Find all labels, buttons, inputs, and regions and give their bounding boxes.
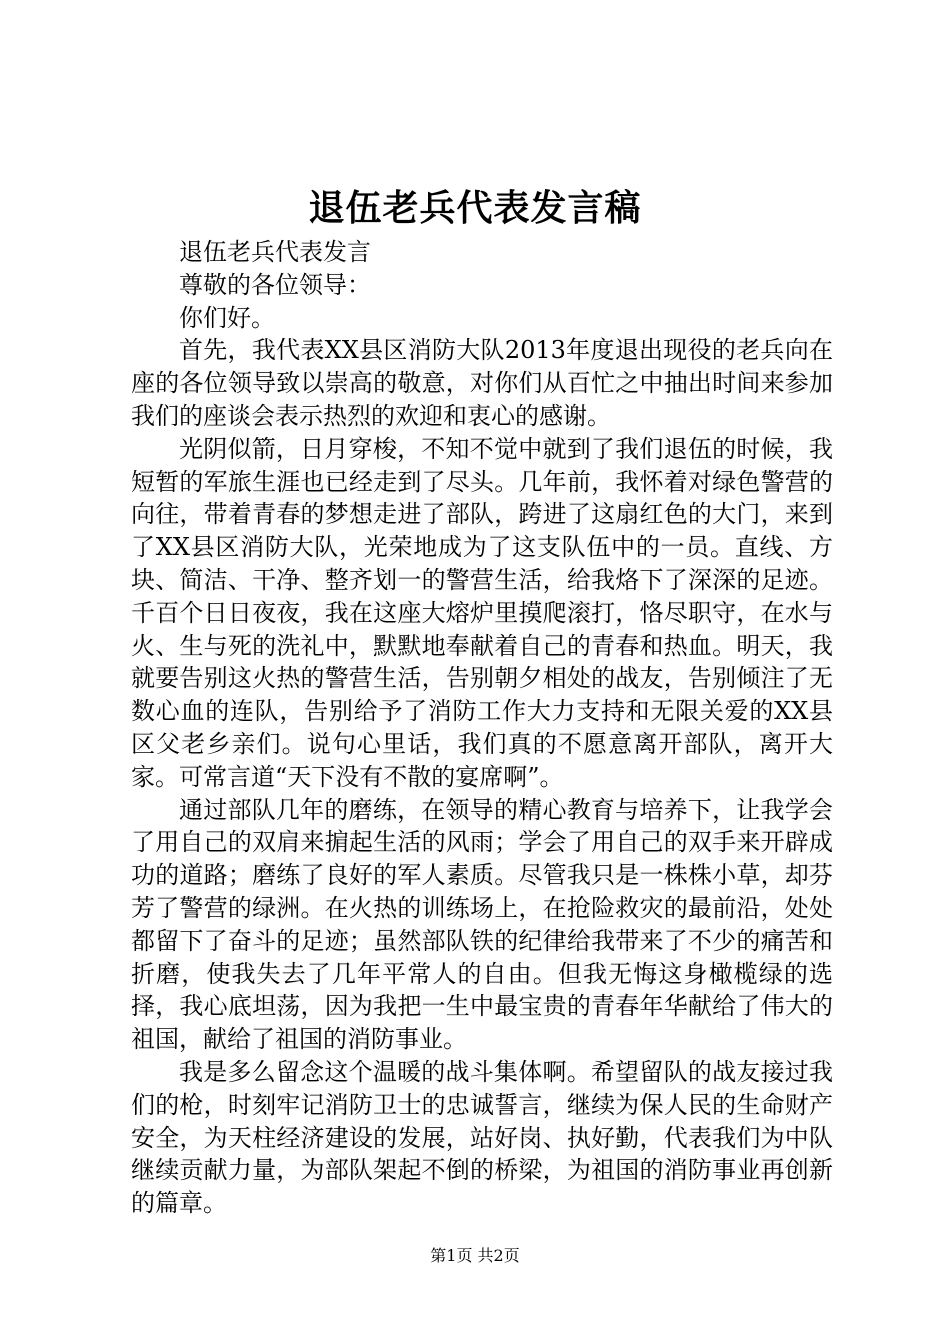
paragraph-opening: 首先，我代表XX县区消防大队2013年度退出现役的老兵向在座的各位领导致以崇高的敬意，对你们从百忙之中抽出时间来参加我们的座谈会表示热烈的欢迎和衷心的感谢。 [131, 336, 833, 430]
paragraph-growth: 通过部队几年的磨练，在领导的精心教育与培养下，让我学会了用自己的双肩来掮起生活的风雨；学会了用自己的双手来开辟成功的道路；磨练了良好的军人素质。尽管我只是一株株小草，却芬芳了警营的绿洲。在火热的训练场上，在抢险救灾的最前沿，处处都留下了奋斗的足迹；虽然部队铁的纪律给我带来了不少的痛苦和折磨，使我失去了几年平常人的自由。但我无悔这身橄榄绿的选择，我心底坦荡，因为我把一生中最宝贵的青春年华献给了伟大的祖国，献给了祖国的消防事业。 [131, 795, 833, 1054]
document-body [131, 236, 833, 1220]
page-footer: 第1页 共2页 [430, 1246, 520, 1265]
document-title: 退伍老兵代表发言稿 [308, 187, 642, 229]
paragraph-heading: 退伍老兵代表发言 [179, 238, 371, 266]
paragraph-greeting: 你们好。 [179, 303, 275, 332]
paragraph-salutation: 尊敬的各位领导： [179, 270, 371, 299]
paragraph-closing: 我是多么留念这个温暖的战斗集体啊。希望留队的战友接过我们的枪，时刻牢记消防卫士的忠诚誓言，继续为保人民的生命财产安全，为天柱经济建设的发展，站好岗、执好勤，代表我们为中队继续贡献力量，为部队架起不倒的桥梁，为祖国的消防事业再创新的篇章。 [131, 1057, 833, 1218]
paragraph-memories: 光阴似箭，日月穿梭，不知不觉中就到了我们退伍的时候，我短暂的军旅生涯也已经走到了尽头。几年前，我怀着对绿色警营的向往，带着青春的梦想走进了部队，跨进了这扇红色的大门，来到了XX县区消防大队，光荣地成为了这支队伍中的一员。直线、方块、简洁、干净、整齐划一的警营生活，给我烙下了深深的足迹。千百个日日夜夜，我在这座大熔炉里摸爬滚打，恪尽职守，在水与火、生与死的洗礼中，默默地奉献着自己的青春和热血。明天，我就要告别这火热的警营生活，告别朝夕相处的战友，告别倾注了无数心血的连队，告别给予了消防工作大力支持和无限关爱的XX县区父老乡亲们。说句心里话，我们真的不愿意离开部队，离开大家。可常言道“天下没有不散的宴席啊”。 [131, 434, 833, 791]
